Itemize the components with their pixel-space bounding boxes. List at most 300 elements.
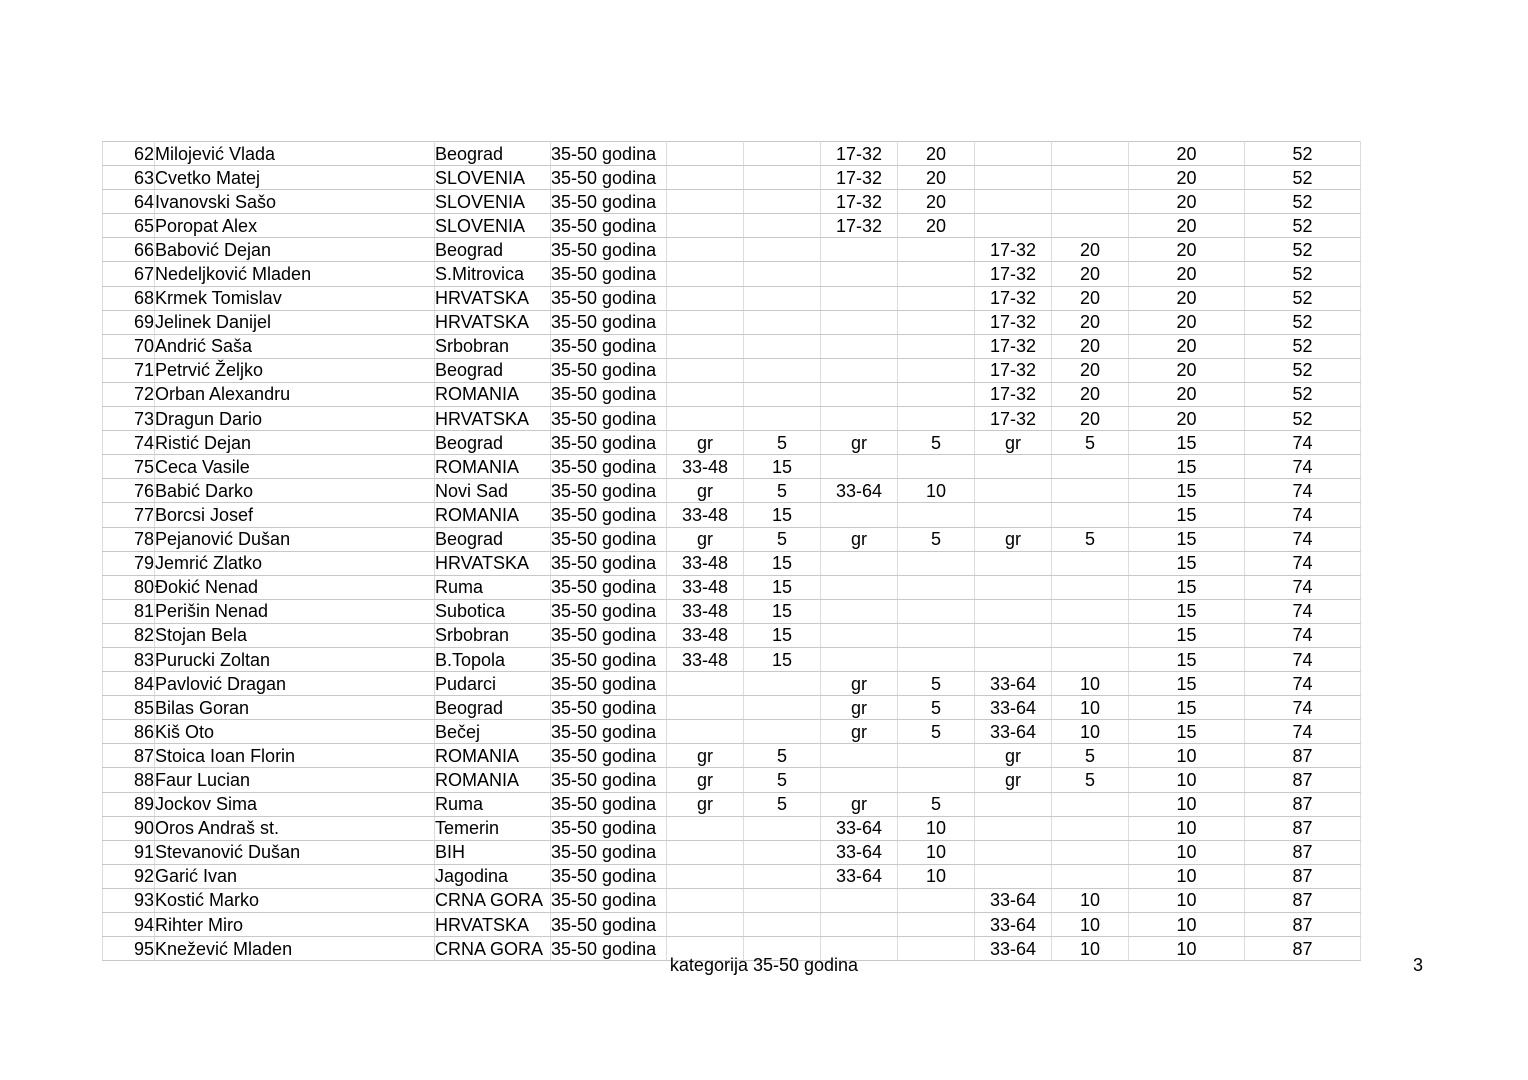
total-points-cell: 10 <box>1129 888 1245 912</box>
round3-points-cell <box>1052 166 1129 190</box>
row-number-cell: 85 <box>103 696 155 720</box>
round3-place-cell <box>975 840 1052 864</box>
table-row <box>103 190 1361 214</box>
round2-points-cell <box>898 647 975 671</box>
round3-place-cell <box>975 575 1052 599</box>
row-number-cell: 84 <box>103 672 155 696</box>
round2-place-cell: gr <box>821 431 898 455</box>
round2-points-cell <box>898 599 975 623</box>
round1-points-cell: 15 <box>744 599 821 623</box>
round1-points-cell <box>744 840 821 864</box>
round1-place-cell <box>667 840 744 864</box>
round2-points-cell <box>898 455 975 479</box>
round1-place-cell <box>667 407 744 431</box>
final-rank-cell: 74 <box>1245 696 1361 720</box>
table-row <box>103 334 1361 358</box>
row-number-cell: 65 <box>103 214 155 238</box>
total-points-cell: 20 <box>1129 166 1245 190</box>
table-row <box>103 286 1361 310</box>
category-cell: 35-50 godina <box>551 575 667 599</box>
round3-points-cell <box>1052 575 1129 599</box>
round3-points-cell: 5 <box>1052 744 1129 768</box>
row-number-cell: 81 <box>103 599 155 623</box>
category-cell: 35-50 godina <box>551 744 667 768</box>
round1-place-cell: 33-48 <box>667 623 744 647</box>
category-cell: 35-50 godina <box>551 937 667 961</box>
round2-place-cell <box>821 647 898 671</box>
category-cell: 35-50 godina <box>551 358 667 382</box>
table-row <box>103 864 1361 888</box>
round3-place-cell: gr <box>975 744 1052 768</box>
category-cell: 35-50 godina <box>551 888 667 912</box>
competitor-name-cell: Ivanovski Sašo <box>155 190 435 214</box>
round1-points-cell <box>744 214 821 238</box>
round3-place-cell: 17-32 <box>975 262 1052 286</box>
round2-place-cell <box>821 575 898 599</box>
row-number-cell: 88 <box>103 768 155 792</box>
table-row <box>103 575 1361 599</box>
round3-points-cell: 20 <box>1052 334 1129 358</box>
row-number-cell: 70 <box>103 334 155 358</box>
table-row <box>103 623 1361 647</box>
round1-points-cell <box>744 238 821 262</box>
total-points-cell: 15 <box>1129 503 1245 527</box>
category-cell: 35-50 godina <box>551 431 667 455</box>
table-row <box>103 696 1361 720</box>
table-row <box>103 214 1361 238</box>
round2-points-cell <box>898 238 975 262</box>
category-cell: 35-50 godina <box>551 672 667 696</box>
round2-points-cell <box>898 503 975 527</box>
round2-place-cell <box>821 238 898 262</box>
round1-place-cell <box>667 214 744 238</box>
competitor-name-cell: Perišin Nenad <box>155 599 435 623</box>
row-number-cell: 75 <box>103 455 155 479</box>
round3-place-cell <box>975 816 1052 840</box>
round1-place-cell: 33-48 <box>667 575 744 599</box>
location-cell: SLOVENIA <box>435 214 551 238</box>
location-cell: ROMANIA <box>435 503 551 527</box>
round2-points-cell <box>898 744 975 768</box>
category-cell: 35-50 godina <box>551 768 667 792</box>
round2-points-cell: 5 <box>898 696 975 720</box>
round2-points-cell: 5 <box>898 792 975 816</box>
row-number-cell: 80 <box>103 575 155 599</box>
round3-points-cell: 5 <box>1052 527 1129 551</box>
category-cell: 35-50 godina <box>551 816 667 840</box>
round1-place-cell <box>667 864 744 888</box>
round1-points-cell <box>744 913 821 937</box>
competitor-name-cell: Pejanović Dušan <box>155 527 435 551</box>
round3-points-cell: 20 <box>1052 286 1129 310</box>
round2-place-cell <box>821 262 898 286</box>
table-row <box>103 455 1361 479</box>
round3-place-cell: 17-32 <box>975 310 1052 334</box>
table-row <box>103 551 1361 575</box>
round1-points-cell: 15 <box>744 647 821 671</box>
round3-points-cell <box>1052 142 1129 166</box>
round1-place-cell: gr <box>667 768 744 792</box>
round2-points-cell <box>898 407 975 431</box>
round1-points-cell <box>744 262 821 286</box>
category-cell: 35-50 godina <box>551 864 667 888</box>
competitor-name-cell: Babić Darko <box>155 479 435 503</box>
round2-points-cell <box>898 768 975 792</box>
round3-points-cell: 20 <box>1052 382 1129 406</box>
round2-place-cell: 33-64 <box>821 816 898 840</box>
competitor-name-cell: Faur Lucian <box>155 768 435 792</box>
round3-points-cell <box>1052 190 1129 214</box>
final-rank-cell: 74 <box>1245 647 1361 671</box>
total-points-cell: 20 <box>1129 334 1245 358</box>
category-cell: 35-50 godina <box>551 720 667 744</box>
final-rank-cell: 52 <box>1245 358 1361 382</box>
round3-place-cell <box>975 551 1052 575</box>
total-points-cell: 20 <box>1129 286 1245 310</box>
row-number-cell: 76 <box>103 479 155 503</box>
row-number-cell: 91 <box>103 840 155 864</box>
location-cell: Beograd <box>435 696 551 720</box>
total-points-cell: 10 <box>1129 744 1245 768</box>
category-cell: 35-50 godina <box>551 382 667 406</box>
round3-place-cell: 17-32 <box>975 334 1052 358</box>
row-number-cell: 77 <box>103 503 155 527</box>
location-cell: Ruma <box>435 792 551 816</box>
row-number-cell: 71 <box>103 358 155 382</box>
round2-place-cell: gr <box>821 696 898 720</box>
total-points-cell: 15 <box>1129 720 1245 744</box>
round3-points-cell <box>1052 455 1129 479</box>
final-rank-cell: 87 <box>1245 937 1361 961</box>
round1-place-cell: gr <box>667 744 744 768</box>
category-cell: 35-50 godina <box>551 599 667 623</box>
round1-place-cell <box>667 142 744 166</box>
competitor-name-cell: Rihter Miro <box>155 913 435 937</box>
competitor-name-cell: Petrvić Željko <box>155 358 435 382</box>
total-points-cell: 15 <box>1129 431 1245 455</box>
round3-points-cell: 10 <box>1052 672 1129 696</box>
round3-place-cell: 17-32 <box>975 286 1052 310</box>
round3-points-cell <box>1052 792 1129 816</box>
location-cell: Beograd <box>435 142 551 166</box>
location-cell: Beograd <box>435 527 551 551</box>
round2-place-cell: gr <box>821 527 898 551</box>
round3-points-cell: 20 <box>1052 407 1129 431</box>
row-number-cell: 66 <box>103 238 155 262</box>
competitor-name-cell: Jemrić Zlatko <box>155 551 435 575</box>
round1-place-cell <box>667 672 744 696</box>
round2-points-cell <box>898 888 975 912</box>
location-cell: B.Topola <box>435 647 551 671</box>
location-cell: SLOVENIA <box>435 166 551 190</box>
competitor-name-cell: Jelinek Danijel <box>155 310 435 334</box>
round3-place-cell: 33-64 <box>975 696 1052 720</box>
total-points-cell: 15 <box>1129 455 1245 479</box>
category-cell: 35-50 godina <box>551 479 667 503</box>
round1-place-cell <box>667 816 744 840</box>
table-row <box>103 840 1361 864</box>
total-points-cell: 15 <box>1129 551 1245 575</box>
final-rank-cell: 74 <box>1245 623 1361 647</box>
round1-place-cell: 33-48 <box>667 455 744 479</box>
results-table <box>102 141 1361 961</box>
row-number-cell: 74 <box>103 431 155 455</box>
round3-points-cell: 20 <box>1052 262 1129 286</box>
round2-place-cell <box>821 503 898 527</box>
round1-place-cell: 33-48 <box>667 599 744 623</box>
round3-place-cell: 17-32 <box>975 238 1052 262</box>
total-points-cell: 20 <box>1129 190 1245 214</box>
total-points-cell: 10 <box>1129 937 1245 961</box>
round3-points-cell <box>1052 623 1129 647</box>
final-rank-cell: 87 <box>1245 816 1361 840</box>
round1-points-cell <box>744 816 821 840</box>
round2-place-cell: 33-64 <box>821 479 898 503</box>
location-cell: Pudarci <box>435 672 551 696</box>
final-rank-cell: 87 <box>1245 913 1361 937</box>
table-row <box>103 310 1361 334</box>
category-cell: 35-50 godina <box>551 840 667 864</box>
row-number-cell: 90 <box>103 816 155 840</box>
round2-points-cell: 10 <box>898 816 975 840</box>
final-rank-cell: 52 <box>1245 334 1361 358</box>
final-rank-cell: 74 <box>1245 431 1361 455</box>
location-cell: S.Mitrovica <box>435 262 551 286</box>
final-rank-cell: 87 <box>1245 864 1361 888</box>
round3-place-cell <box>975 599 1052 623</box>
final-rank-cell: 52 <box>1245 166 1361 190</box>
location-cell: Beograd <box>435 238 551 262</box>
total-points-cell: 20 <box>1129 382 1245 406</box>
round3-place-cell: 33-64 <box>975 937 1052 961</box>
round1-points-cell: 15 <box>744 575 821 599</box>
final-rank-cell: 52 <box>1245 286 1361 310</box>
table-row <box>103 647 1361 671</box>
round2-place-cell <box>821 623 898 647</box>
final-rank-cell: 87 <box>1245 840 1361 864</box>
round3-points-cell: 10 <box>1052 913 1129 937</box>
round3-points-cell: 10 <box>1052 720 1129 744</box>
competitor-name-cell: Stevanović Dušan <box>155 840 435 864</box>
round3-place-cell: 33-64 <box>975 913 1052 937</box>
table-row <box>103 672 1361 696</box>
round2-points-cell <box>898 551 975 575</box>
row-number-cell: 73 <box>103 407 155 431</box>
round1-points-cell <box>744 696 821 720</box>
round1-place-cell <box>667 913 744 937</box>
round3-place-cell <box>975 864 1052 888</box>
category-cell: 35-50 godina <box>551 310 667 334</box>
round1-points-cell <box>744 190 821 214</box>
row-number-cell: 86 <box>103 720 155 744</box>
round1-points-cell <box>744 286 821 310</box>
table-row <box>103 720 1361 744</box>
round2-points-cell: 20 <box>898 190 975 214</box>
table-row <box>103 142 1361 166</box>
round3-place-cell <box>975 503 1052 527</box>
competitor-name-cell: Cvetko Matej <box>155 166 435 190</box>
results-table-body <box>103 142 1361 961</box>
round2-place-cell <box>821 551 898 575</box>
round3-points-cell: 10 <box>1052 696 1129 720</box>
round3-points-cell: 20 <box>1052 310 1129 334</box>
round3-place-cell: gr <box>975 431 1052 455</box>
round1-place-cell: 33-48 <box>667 503 744 527</box>
round3-place-cell <box>975 647 1052 671</box>
total-points-cell: 20 <box>1129 214 1245 238</box>
location-cell: Srbobran <box>435 623 551 647</box>
row-number-cell: 82 <box>103 623 155 647</box>
total-points-cell: 20 <box>1129 142 1245 166</box>
row-number-cell: 68 <box>103 286 155 310</box>
round1-points-cell: 5 <box>744 744 821 768</box>
round2-points-cell: 20 <box>898 214 975 238</box>
round3-points-cell <box>1052 551 1129 575</box>
final-rank-cell: 74 <box>1245 599 1361 623</box>
round2-points-cell <box>898 334 975 358</box>
table-row <box>103 792 1361 816</box>
round2-points-cell: 5 <box>898 672 975 696</box>
total-points-cell: 20 <box>1129 262 1245 286</box>
round2-place-cell <box>821 888 898 912</box>
category-cell: 35-50 godina <box>551 696 667 720</box>
row-number-cell: 78 <box>103 527 155 551</box>
location-cell: HRVATSKA <box>435 310 551 334</box>
table-row <box>103 913 1361 937</box>
final-rank-cell: 52 <box>1245 382 1361 406</box>
round1-points-cell <box>744 142 821 166</box>
category-cell: 35-50 godina <box>551 166 667 190</box>
competitor-name-cell: Bilas Goran <box>155 696 435 720</box>
table-row <box>103 816 1361 840</box>
location-cell: Subotica <box>435 599 551 623</box>
round2-place-cell: gr <box>821 672 898 696</box>
total-points-cell: 15 <box>1129 623 1245 647</box>
row-number-cell: 79 <box>103 551 155 575</box>
round2-place-cell <box>821 286 898 310</box>
category-cell: 35-50 godina <box>551 455 667 479</box>
round2-points-cell: 10 <box>898 479 975 503</box>
category-cell: 35-50 godina <box>551 238 667 262</box>
round3-place-cell <box>975 214 1052 238</box>
round1-place-cell: gr <box>667 479 744 503</box>
location-cell: HRVATSKA <box>435 913 551 937</box>
final-rank-cell: 52 <box>1245 214 1361 238</box>
competitor-name-cell: Borcsi Josef <box>155 503 435 527</box>
round3-points-cell <box>1052 599 1129 623</box>
round1-place-cell <box>667 358 744 382</box>
final-rank-cell: 74 <box>1245 479 1361 503</box>
round3-points-cell <box>1052 647 1129 671</box>
table-row <box>103 888 1361 912</box>
round1-points-cell: 15 <box>744 455 821 479</box>
category-cell: 35-50 godina <box>551 792 667 816</box>
competitor-name-cell: Orban Alexandru <box>155 382 435 406</box>
table-row <box>103 166 1361 190</box>
competitor-name-cell: Purucki Zoltan <box>155 647 435 671</box>
competitor-name-cell: Dragun Dario <box>155 407 435 431</box>
round1-points-cell <box>744 334 821 358</box>
round3-points-cell <box>1052 816 1129 840</box>
round2-place-cell <box>821 310 898 334</box>
row-number-cell: 89 <box>103 792 155 816</box>
table-row <box>103 358 1361 382</box>
final-rank-cell: 87 <box>1245 792 1361 816</box>
competitor-name-cell: Jockov Sima <box>155 792 435 816</box>
round1-points-cell <box>744 358 821 382</box>
total-points-cell: 15 <box>1129 599 1245 623</box>
round3-place-cell <box>975 792 1052 816</box>
table-row <box>103 744 1361 768</box>
round2-place-cell: 33-64 <box>821 840 898 864</box>
category-cell: 35-50 godina <box>551 334 667 358</box>
location-cell: Srbobran <box>435 334 551 358</box>
category-cell: 35-50 godina <box>551 214 667 238</box>
category-cell: 35-50 godina <box>551 551 667 575</box>
row-number-cell: 64 <box>103 190 155 214</box>
competitor-name-cell: Nedeljković Mladen <box>155 262 435 286</box>
round1-points-cell: 15 <box>744 503 821 527</box>
final-rank-cell: 52 <box>1245 142 1361 166</box>
round1-place-cell <box>667 310 744 334</box>
round1-points-cell <box>744 888 821 912</box>
round1-place-cell <box>667 190 744 214</box>
round2-points-cell: 20 <box>898 142 975 166</box>
location-cell: Beograd <box>435 431 551 455</box>
round2-points-cell <box>898 286 975 310</box>
round1-points-cell: 5 <box>744 768 821 792</box>
total-points-cell: 10 <box>1129 840 1245 864</box>
category-cell: 35-50 godina <box>551 503 667 527</box>
results-sheet <box>102 141 1360 961</box>
page-number: 3 <box>1413 955 1424 975</box>
round3-place-cell: gr <box>975 527 1052 551</box>
round1-points-cell <box>744 672 821 696</box>
table-row <box>103 503 1361 527</box>
round2-place-cell <box>821 768 898 792</box>
round1-points-cell <box>744 166 821 190</box>
total-points-cell: 15 <box>1129 672 1245 696</box>
location-cell: HRVATSKA <box>435 407 551 431</box>
round3-points-cell <box>1052 840 1129 864</box>
round2-place-cell: 17-32 <box>821 166 898 190</box>
round3-place-cell <box>975 190 1052 214</box>
round1-place-cell <box>667 696 744 720</box>
competitor-name-cell: Đokić Nenad <box>155 575 435 599</box>
round2-place-cell <box>821 358 898 382</box>
competitor-name-cell: Stoica Ioan Florin <box>155 744 435 768</box>
round3-place-cell <box>975 455 1052 479</box>
competitor-name-cell: Babović Dejan <box>155 238 435 262</box>
category-cell: 35-50 godina <box>551 407 667 431</box>
round1-points-cell: 5 <box>744 527 821 551</box>
competitor-name-cell: Andrić Saša <box>155 334 435 358</box>
round3-points-cell: 10 <box>1052 888 1129 912</box>
row-number-cell: 95 <box>103 937 155 961</box>
round3-place-cell: 17-32 <box>975 358 1052 382</box>
round2-place-cell <box>821 744 898 768</box>
location-cell: Bečej <box>435 720 551 744</box>
row-number-cell: 69 <box>103 310 155 334</box>
row-number-cell: 92 <box>103 864 155 888</box>
round1-points-cell: 5 <box>744 431 821 455</box>
round2-points-cell: 10 <box>898 840 975 864</box>
competitor-name-cell: Knežević Mladen <box>155 937 435 961</box>
total-points-cell: 20 <box>1129 310 1245 334</box>
row-number-cell: 87 <box>103 744 155 768</box>
round2-points-cell: 20 <box>898 166 975 190</box>
final-rank-cell: 74 <box>1245 455 1361 479</box>
